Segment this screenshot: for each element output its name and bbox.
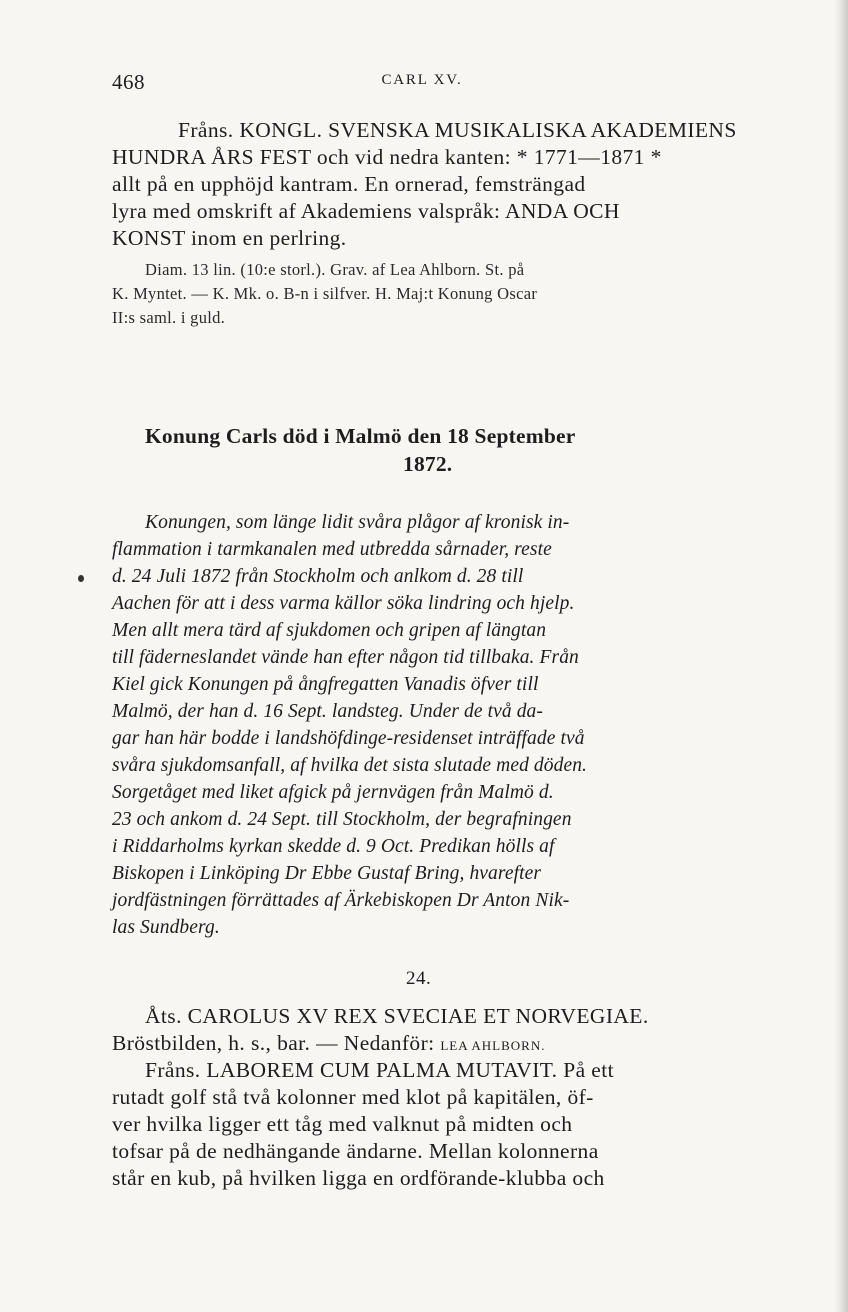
text-line: 23 och ankom d. 24 Sept. till Stockholm, der begrafningen: [112, 809, 572, 830]
text-line: KONST inom en perlring.: [112, 226, 347, 250]
text-line: Sorgetåget med liket afgick på jernvägen från Malmö d.: [112, 782, 554, 803]
text-line: Diam. 13 lin. (10:e storl.). Grav. af Lea Ahlborn. St. på: [145, 260, 525, 279]
margin-mark: [78, 575, 84, 582]
text-line: svåra sjukdomsanfall, af hvilka det sista slutade med döden.: [112, 755, 588, 776]
running-head-title: CARL XV.: [381, 72, 463, 88]
heading-line: 1872.: [403, 452, 453, 476]
text-line: i Riddarholms kyrkan skedde d. 9 Oct. Predikan hölls af: [112, 836, 555, 857]
text-line: Fråns. KONGL. SVENSKA MUSIKALISKA AKADEMIENS: [178, 118, 737, 142]
text-fragment: Bröstbilden, h. s., bar. — Nedanför:: [112, 1031, 435, 1055]
text-line: ver hvilka ligger ett tåg med valknut på midten och: [112, 1112, 573, 1136]
text-line: Fråns. LABOREM CUM PALMA MUTAVIT. På ett: [145, 1058, 615, 1082]
text-line: står en kub, på hvilken ligga en ordförande-klubba och: [112, 1166, 605, 1190]
text-line: Åts. CAROLUS XV REX SVECIAE ET NORVEGIAE.: [145, 1004, 649, 1028]
page-edge-shadow: [834, 0, 848, 1312]
heading-line: Konung Carls död i Malmö den 18 September: [145, 424, 576, 448]
text-line: K. Myntet. — K. Mk. o. B-n i silfver. H. Maj:t Konung Oscar: [112, 284, 538, 303]
text-line: Biskopen i Linköping Dr Ebbe Gustaf Bring, hvarefter: [112, 863, 542, 884]
text-line: allt på en upphöjd kantram. En ornerad, femsträngad: [112, 172, 586, 196]
entry-number: 24.: [406, 968, 432, 989]
text-line: Kiel gick Konungen på ångfregatten Vanadis öfver till: [112, 674, 539, 695]
running-head: [112, 70, 732, 96]
text-line: lyra med omskrift af Akademiens valspråk: ANDA OCH: [112, 199, 620, 223]
text-line: flammation i tarmkanalen med utbredda sårnader, reste: [112, 539, 552, 560]
text-line: HUNDRA ÅRS FEST och vid nedra kanten: * 1771—1871 *: [112, 145, 662, 169]
text-line: II:s saml. i guld.: [112, 308, 226, 327]
text-line: tofsar på de nedhängande ändarne. Mellan kolonnerna: [112, 1139, 599, 1163]
text-line: Aachen för att i dess varma källor söka lindring och hjelp.: [112, 593, 575, 614]
text-line: Men allt mera tärd af sjukdomen och gripen af längtan: [112, 620, 547, 641]
text-line: till fäderneslandet vände han efter någon tid tillbaka. Från: [112, 647, 579, 668]
text-line: jordfästningen förrättades af Ärkebiskopen Dr Anton Nik-: [112, 890, 570, 911]
text-line: gar han här bodde i landshöfdinge-residenset inträffade två: [112, 728, 585, 749]
page-number: 468: [112, 70, 145, 94]
text-line: las Sundberg.: [112, 917, 220, 938]
text-line: rutadt golf stå två kolonner med klot på kapitälen, öf-: [112, 1085, 594, 1109]
text-line: Malmö, der han d. 16 Sept. landsteg. Under de två da-: [112, 701, 543, 722]
text-line: d. 24 Juli 1872 från Stockholm och anlkom d. 28 till: [112, 566, 524, 587]
text-line: Konungen, som länge lidit svåra plågor af kronisk in-: [145, 512, 570, 533]
text-line: [112, 1031, 545, 1056]
engraver-name: LEA AHLBORN.: [440, 1038, 546, 1053]
